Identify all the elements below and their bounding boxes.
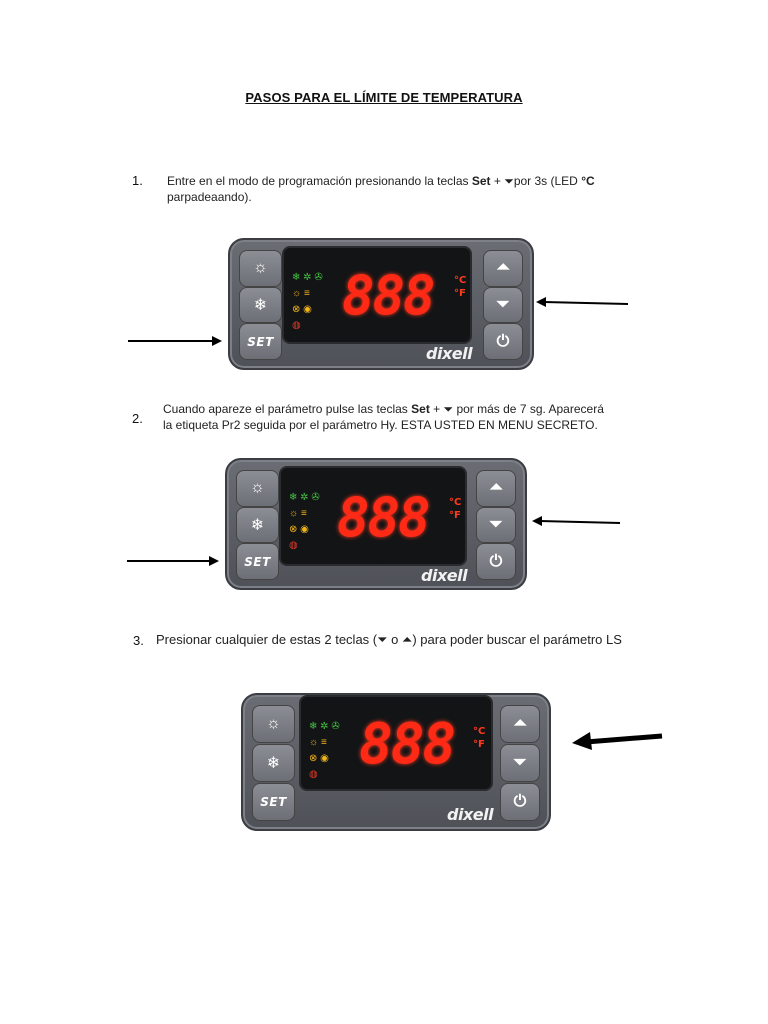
step-2-number: 2. (132, 411, 143, 426)
light-icon: ☼ (253, 259, 268, 277)
light-icon: ☼ (266, 715, 281, 733)
defrost-button[interactable] (239, 287, 282, 324)
display-screen (282, 246, 472, 344)
defrost-icon: ❄ (266, 754, 281, 772)
temperature-display: 888 (337, 486, 429, 549)
light-button[interactable] (252, 705, 295, 743)
led-row-light: ☼ ≡ (309, 737, 327, 748)
page-title: PASOS PARA EL LÍMITE DE TEMPERATURA (245, 90, 523, 105)
unit-celsius-led: °C (454, 275, 467, 286)
led-row-red: ◍ (289, 540, 298, 551)
unit-celsius-led: °C (473, 726, 486, 737)
power-button[interactable] (476, 543, 516, 580)
led-row-red: ◍ (309, 769, 318, 780)
led-indicators (292, 270, 336, 334)
led-row-alarm: ⊗ ◉ (309, 753, 329, 764)
step-3-text: Presionar cualquier de estas 2 teclas (⏷ o ⏶) para poder buscar el parámetro LS (156, 632, 622, 647)
up-button[interactable] (500, 705, 540, 743)
up-arrow-icon: ⏶ (496, 259, 510, 277)
led-row-light: ☼ ≡ (292, 288, 310, 299)
down-button[interactable] (476, 507, 516, 544)
controller-device-2 (225, 458, 527, 590)
set-button[interactable]: SET (239, 323, 282, 360)
arrow-pointing-down-2 (530, 515, 620, 529)
light-button[interactable] (239, 250, 282, 287)
led-row-green: ❄ ✲ ✇ (292, 272, 323, 283)
brand-logo: dixell (426, 344, 473, 363)
unit-fahrenheit-led: °F (449, 510, 461, 521)
led-row-green: ❄ ✲ ✇ (289, 492, 320, 503)
step-3-number: 3. (133, 633, 144, 648)
arrow-pointing-set-1 (128, 334, 224, 348)
down-button[interactable] (500, 744, 540, 782)
power-button[interactable] (500, 783, 540, 821)
display-screen (279, 466, 467, 566)
down-arrow-icon: ⏷ (496, 295, 510, 313)
display-screen (299, 695, 493, 791)
temperature-display: 888 (342, 264, 434, 327)
led-indicators (289, 490, 333, 554)
set-button[interactable]: SET (252, 783, 295, 821)
power-button[interactable] (483, 323, 523, 360)
up-button[interactable] (483, 250, 523, 287)
step-2-text: Cuando apareze el parámetro pulse las teclas Set + ⏷ por más de 7 sg. Aparecerá la etiqueta Pr2 seguida por el parámetro Hy. ESTA USTED EN MENU SECRETO. (163, 402, 604, 432)
arrow-pointing-down-1 (534, 296, 628, 310)
down-arrow-icon: ⏷ (489, 515, 503, 533)
controller-device-1 (228, 238, 534, 370)
step-1-number: 1. (132, 173, 143, 188)
up-arrow-icon: ⏶ (513, 715, 527, 733)
defrost-icon: ❄ (250, 516, 265, 534)
step-1-text: Entre en el modo de programación presionando la teclas Set + ⏷por 3s (LED °C parpadeaando). (167, 174, 595, 204)
power-icon: ⏻ (489, 552, 503, 570)
down-button[interactable] (483, 287, 523, 324)
led-row-light: ☼ ≡ (289, 508, 307, 519)
down-arrow-icon: ⏷ (513, 753, 527, 771)
defrost-button[interactable] (252, 744, 295, 782)
led-indicators (309, 719, 353, 783)
defrost-button[interactable] (236, 507, 279, 544)
defrost-icon: ❄ (253, 296, 268, 314)
up-arrow-icon: ⏶ (489, 479, 503, 497)
brand-logo: dixell (447, 805, 494, 824)
temperature-display: 888 (359, 712, 455, 777)
led-row-green: ❄ ✲ ✇ (309, 721, 340, 732)
arrow-pointing-up-down (570, 728, 664, 752)
light-button[interactable] (236, 470, 279, 507)
brand-logo: dixell (421, 566, 468, 585)
light-icon: ☼ (250, 479, 265, 497)
led-row-alarm: ⊗ ◉ (292, 304, 312, 315)
led-row-alarm: ⊗ ◉ (289, 524, 309, 535)
unit-celsius-led: °C (449, 497, 462, 508)
set-button[interactable]: SET (236, 543, 279, 580)
controller-device-3 (241, 693, 551, 831)
power-icon: ⏻ (513, 792, 527, 810)
arrow-pointing-set-2 (127, 554, 221, 568)
up-button[interactable] (476, 470, 516, 507)
unit-fahrenheit-led: °F (473, 739, 485, 750)
unit-fahrenheit-led: °F (454, 288, 466, 299)
power-icon: ⏻ (496, 332, 510, 350)
led-row-red: ◍ (292, 320, 301, 331)
